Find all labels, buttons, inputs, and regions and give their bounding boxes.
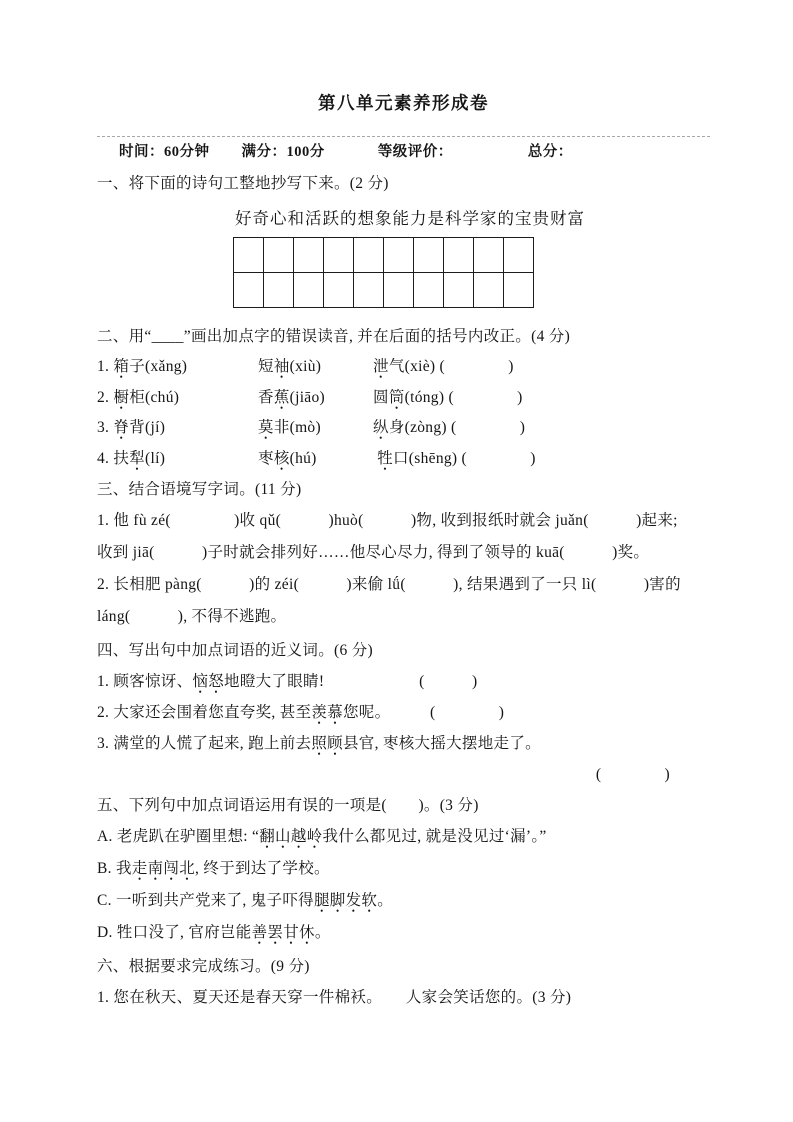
- fill-line: 2. 长相肥 pàng( )的 zéi( )来偷 lǘ( ), 结果遇到了一只 lì( )害的: [97, 576, 681, 593]
- emphasis-dot-char: 岭: [306, 828, 323, 845]
- emphasis-dot-char: 罢: [267, 924, 284, 941]
- emphasis-dot-char: 脚: [329, 892, 346, 909]
- exam-meta: [97, 137, 710, 168]
- synonym-item-3: 3. 满堂的人慌了起来, 跑上前去照顾县官, 枣核大摇大摆地走了。: [97, 735, 541, 752]
- copy-grid-cell: [384, 273, 414, 308]
- option-b: B. 我走南闯北, 终于到达了学校。: [97, 860, 330, 877]
- copy-grid-cell: [234, 238, 264, 273]
- emphasis-dot-char: 羡: [311, 704, 328, 721]
- pinyin-item: 4. 扶犁(lí): [97, 449, 166, 467]
- section-3-write-words: [97, 474, 710, 633]
- emphasis-dot-char: 照: [311, 735, 328, 752]
- copy-grid-cell: [324, 238, 354, 273]
- copy-grid-cell: [354, 273, 384, 308]
- copy-grid-cell: [264, 273, 294, 308]
- pinyin-item: 1. 箱子(xǎng): [97, 358, 188, 375]
- synonym-item-2: 2. 大家还会围着您直夸奖, 甚至羡慕您呢。 ( ): [97, 704, 505, 721]
- section-1-heading: 一、将下面的诗句工整地抄写下来。(2 分): [97, 175, 389, 192]
- pinyin-row-1: [97, 352, 710, 383]
- emphasis-dot-char: 软: [361, 892, 378, 909]
- emphasis-dot-char: 怒: [208, 673, 225, 690]
- copy-grid-cell: [384, 238, 414, 273]
- pinyin-item: 短袖(xiù): [258, 358, 322, 375]
- section-5-heading: 五、下列句中加点词语运用有误的一项是( )。(3 分): [97, 797, 479, 814]
- copy-grid-cell: [414, 238, 444, 273]
- copy-grid-cell: [294, 273, 324, 308]
- pinyin-item: 香蕉(jiāo): [258, 388, 325, 406]
- emphasis-dot-char: 慕: [327, 704, 343, 721]
- copy-grid-cell: [324, 273, 354, 308]
- copy-sentence: 好奇心和活跃的想象能力是科学家的宝贵财富: [235, 209, 585, 228]
- emphasis-dot-char: 越: [290, 828, 307, 845]
- copy-grid-cell: [444, 273, 474, 308]
- emphasis-dot-char: 脊: [113, 419, 130, 436]
- emphasis-dot-char: 山: [275, 828, 291, 845]
- emphasis-dot-char: 犁: [129, 449, 146, 467]
- fill-line: láng( ), 不得不逃跑。: [97, 608, 287, 625]
- emphasis-dot-char: 蕉: [273, 388, 290, 406]
- pinyin-row-2: [97, 383, 710, 414]
- copy-grid-cell: [444, 238, 474, 273]
- section-1-copy: [97, 168, 710, 308]
- emphasis-dot-char: 顾: [327, 735, 343, 752]
- emphasis-dot-char: 牲: [377, 449, 393, 467]
- emphasis-dot-char: 休: [299, 924, 315, 941]
- emphasis-dot-char: 北: [179, 860, 196, 877]
- copy-grid-cell: [474, 238, 504, 273]
- emphasis-dot-char: 善: [251, 924, 268, 941]
- copy-grid-cell: [294, 238, 324, 273]
- emphasis-dot-char: 闯: [163, 860, 180, 877]
- emphasis-dot-char: 恼: [192, 673, 209, 690]
- copy-grid-cell: [234, 273, 264, 308]
- emphasis-dot-char: 橱: [113, 388, 130, 406]
- section-2-heading: 二、用“____”画出加点字的错误读音, 并在后面的括号内改正。(4 分): [97, 328, 571, 345]
- option-a: A. 老虎趴在驴圈里想: “翻山越岭我什么都见过, 就是没见过‘漏’。”: [97, 828, 547, 845]
- emphasis-dot-char: 筒: [388, 388, 405, 406]
- section-2-pronunciation: [97, 321, 710, 474]
- meta-grade-evaluation: 等级评价：: [377, 144, 453, 160]
- pinyin-row-3: [97, 413, 710, 444]
- pinyin-item: 莫非(mò): [258, 419, 321, 436]
- answer-paren: ( ): [595, 766, 670, 783]
- pinyin-item: 圆筒(tóng) ( ): [373, 388, 523, 406]
- exercise-item-1: 1. 您在秋天、夏天还是春天穿一件棉袄。 人家会笑话您的。(3 分): [97, 989, 572, 1006]
- meta-full-score: 满分：100分: [241, 144, 325, 160]
- copy-grid-cell: [474, 273, 504, 308]
- copy-grid-cell: [414, 273, 444, 308]
- emphasis-dot-char: 腿: [313, 892, 330, 909]
- emphasis-dot-char: 箱: [113, 358, 130, 375]
- emphasis-dot-char: 南: [147, 860, 164, 877]
- copy-grid: [233, 237, 534, 308]
- section-4-heading: 四、写出句中加点词语的近义词。(6 分): [97, 642, 373, 659]
- pinyin-item: 纵身(zòng) ( ): [373, 419, 526, 436]
- emphasis-dot-char: 袖: [273, 358, 290, 375]
- copy-grid-cell: [504, 238, 534, 273]
- fill-line: 1. 他 fù zé( )收 qǔ( )huò( )物, 收到报纸时就会 juǎn( )起来;: [97, 512, 682, 529]
- pinyin-item: 牲口(shēng) ( ): [377, 449, 536, 467]
- meta-time: 时间：60分钟: [119, 144, 210, 160]
- section-3-heading: 三、结合语境写字词。(11 分): [97, 481, 302, 498]
- option-d: D. 牲口没了, 官府岂能善罢甘休。: [97, 924, 331, 941]
- copy-grid-cell: [504, 273, 534, 308]
- emphasis-dot-char: 走: [131, 860, 148, 877]
- emphasis-dot-char: 翻: [259, 828, 276, 845]
- pinyin-item: 2. 橱柜(chú): [97, 388, 180, 406]
- emphasis-dot-char: 发: [345, 892, 362, 909]
- section-5-choice: [97, 790, 710, 949]
- copy-grid-cell: [264, 238, 294, 273]
- meta-total-score: 总分：: [527, 144, 573, 160]
- page-title: 第八单元素养形成卷: [318, 93, 489, 113]
- emphasis-dot-char: 纵: [373, 419, 389, 436]
- pinyin-row-4: [97, 444, 710, 475]
- option-c: C. 一听到共产党来了, 鬼子吓得腿脚发软。: [97, 892, 394, 909]
- copy-grid-cell: [354, 238, 384, 273]
- emphasis-dot-char: 泄: [373, 358, 389, 375]
- emphasis-dot-char: 核: [273, 449, 290, 467]
- pinyin-item: 3. 脊背(jí): [97, 419, 166, 436]
- section-6-heading: 六、根据要求完成练习。(9 分): [97, 958, 310, 975]
- emphasis-dot-char: 莫: [258, 419, 274, 436]
- section-4-synonyms: [97, 635, 710, 790]
- emphasis-dot-char: 甘: [283, 924, 300, 941]
- section-6-exercise: [97, 951, 710, 1013]
- fill-line: 收到 jiā( )子时就会排列好……他尽心尽力, 得到了领导的 kuā( )奖。: [97, 544, 650, 561]
- pinyin-item: 泄气(xiè) ( ): [373, 358, 514, 375]
- synonym-item-1: 1. 顾客惊讶、恼怒地瞪大了眼睛! ( ): [97, 673, 478, 690]
- pinyin-item: 枣核(hú): [258, 449, 317, 467]
